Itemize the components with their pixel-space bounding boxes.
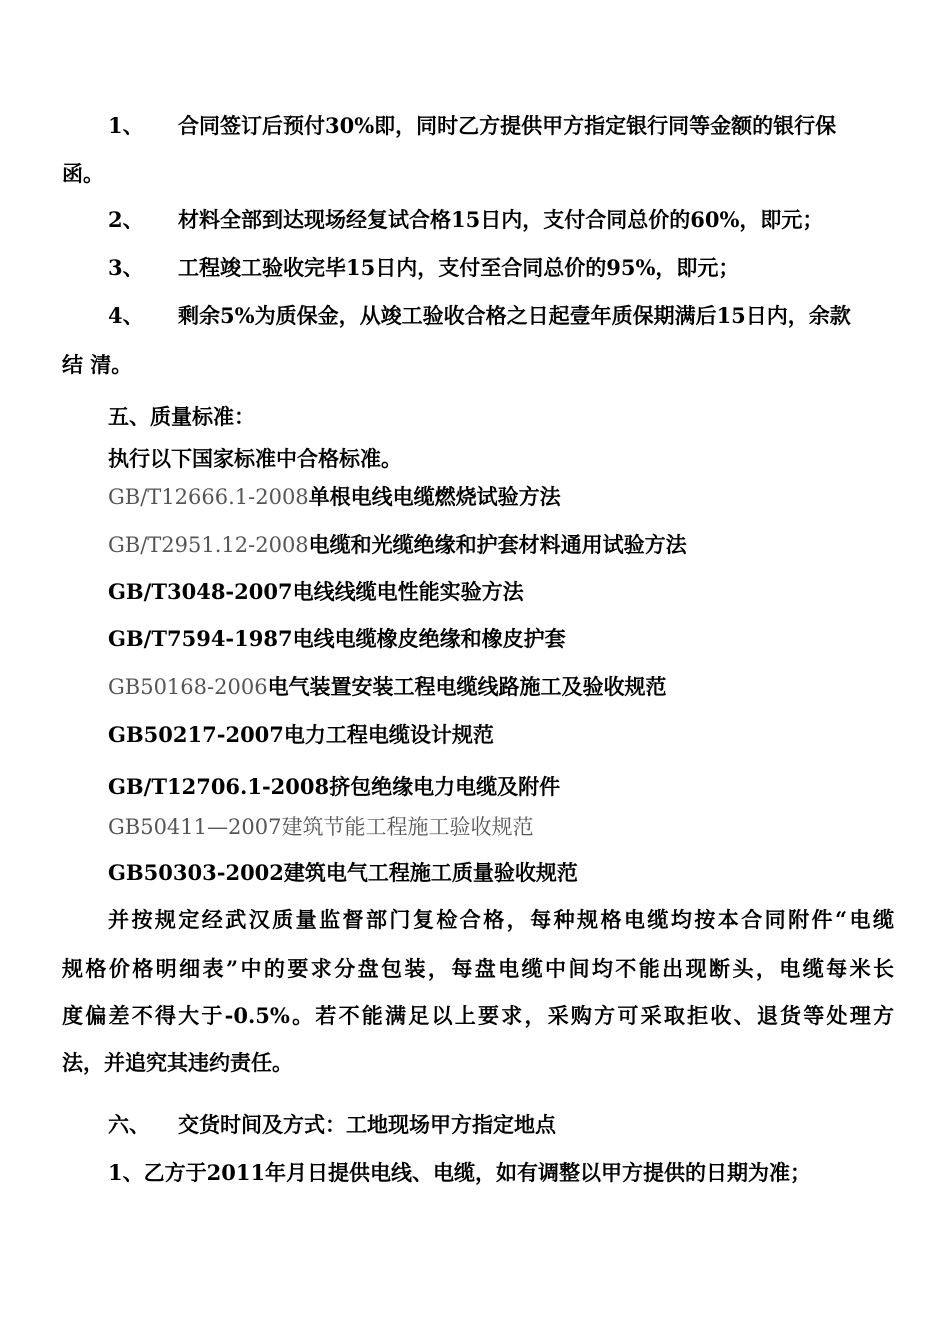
standard-code: GB/T2951.12-2008 bbox=[108, 533, 309, 557]
standard-code: GB/T7594-1987 bbox=[108, 626, 293, 651]
standard-name: 电力工程电缆设计规范 bbox=[283, 722, 494, 747]
standard-name: 建筑电气工程施工质量验收规范 bbox=[283, 860, 578, 885]
section-title: 交货时间及方式：工地现场甲方指定地点 bbox=[178, 1112, 556, 1137]
standard-name: 挤包绝缘电力电缆及附件 bbox=[329, 774, 561, 799]
item-text: 剩余5%为质保金，从竣工验收合格之日起壹年质保期满后15日内，余款 bbox=[178, 303, 851, 328]
item-number: 1、 bbox=[108, 113, 144, 138]
standard-code: GB/T12706.1-2008 bbox=[108, 774, 330, 799]
standard-name: 单根电线电缆燃烧试验方法 bbox=[308, 484, 561, 509]
standard-code: GB50217-2007 bbox=[108, 722, 284, 747]
item-text: 工程竣工验收完毕15日内，支付至合同总价的95%，即元； bbox=[178, 255, 740, 280]
item-number: 4、 bbox=[108, 303, 144, 328]
standard-name: 电气装置安装工程电缆线路施工及验收规范 bbox=[267, 674, 667, 699]
standard-code: GB50168-2006 bbox=[108, 675, 268, 699]
standard-name: 电线线缆电性能实验方法 bbox=[292, 579, 524, 604]
standard-name: 电缆和光缆绝缘和护套材料通用试验方法 bbox=[308, 532, 687, 557]
item-text: 合同签订后预付30%即，同时乙方提供甲方指定银行同等金额的银行保 bbox=[178, 113, 837, 138]
item-text-continued: 结 清。 bbox=[62, 352, 133, 377]
item-text: 材料全部到达现场经复试合格15日内，支付合同总价的60%，即元； bbox=[178, 207, 824, 232]
standard-name: 电线电缆橡皮绝缘和橡皮护套 bbox=[292, 626, 566, 651]
standard-code: GB50411—2007 bbox=[108, 815, 282, 839]
item-text-continued: 函。 bbox=[62, 161, 104, 186]
standard-code: GB/T12666.1-2008 bbox=[108, 485, 309, 509]
item-number: 2、 bbox=[108, 207, 144, 232]
standard-name: 建筑节能工程施工验收规范 bbox=[281, 815, 534, 839]
item-number: 3、 bbox=[108, 255, 144, 280]
standard-code: GB/T3048-2007 bbox=[108, 579, 293, 604]
section-number: 六、 bbox=[108, 1112, 150, 1137]
standard-code: GB50303-2002 bbox=[108, 860, 284, 885]
